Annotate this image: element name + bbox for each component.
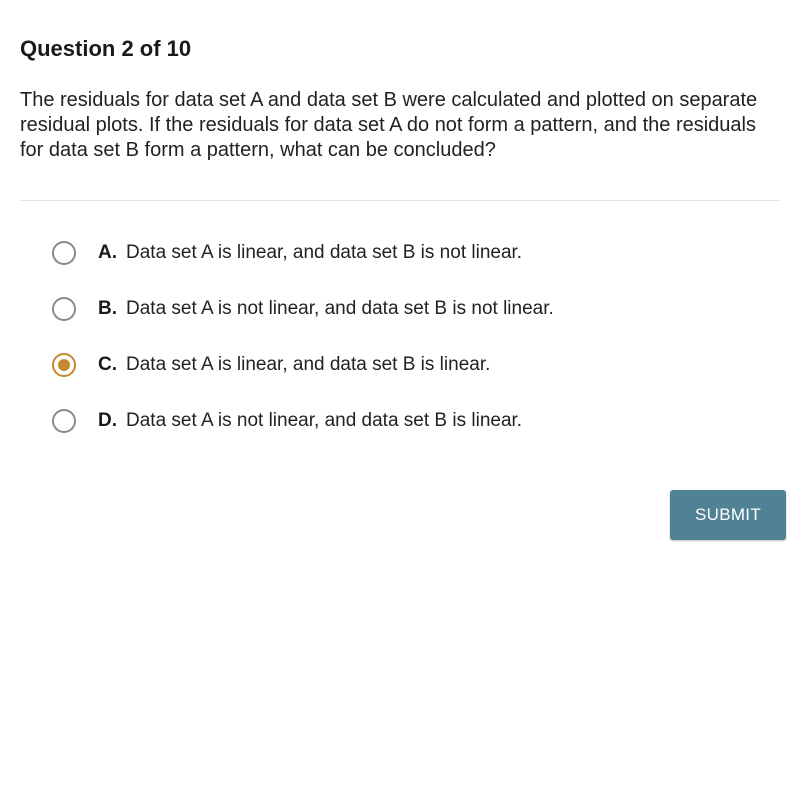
submit-button[interactable]: SUBMIT	[670, 490, 786, 540]
radio-a[interactable]	[52, 241, 76, 265]
question-text: The residuals for data set A and data set B were calculated and plotted on separate residual plots. If the residuals for data set A do not form a pattern, and the residuals for data set B form a pattern, what can be concluded?	[20, 89, 758, 161]
option-text: Data set A is not linear, and data set B is not linear.	[126, 298, 554, 319]
divider	[20, 200, 780, 201]
answer-option-a[interactable]	[52, 236, 772, 270]
answer-option-b[interactable]	[52, 292, 772, 326]
radio-c[interactable]	[52, 353, 76, 377]
radio-b[interactable]	[52, 297, 76, 321]
option-text: Data set A is linear, and data set B is not linear.	[126, 242, 523, 263]
option-letter: C.	[98, 354, 117, 375]
answer-options	[52, 236, 772, 460]
radio-d[interactable]	[52, 409, 76, 433]
option-text: Data set A is not linear, and data set B is linear.	[126, 410, 523, 431]
option-letter: A.	[98, 242, 117, 263]
option-letter: D.	[98, 410, 117, 431]
question-header: Question 2 of 10	[20, 36, 192, 61]
answer-option-c[interactable]	[52, 348, 772, 382]
option-letter: B.	[98, 298, 117, 319]
answer-option-d[interactable]	[52, 404, 772, 438]
option-text: Data set A is linear, and data set B is linear.	[126, 354, 491, 375]
